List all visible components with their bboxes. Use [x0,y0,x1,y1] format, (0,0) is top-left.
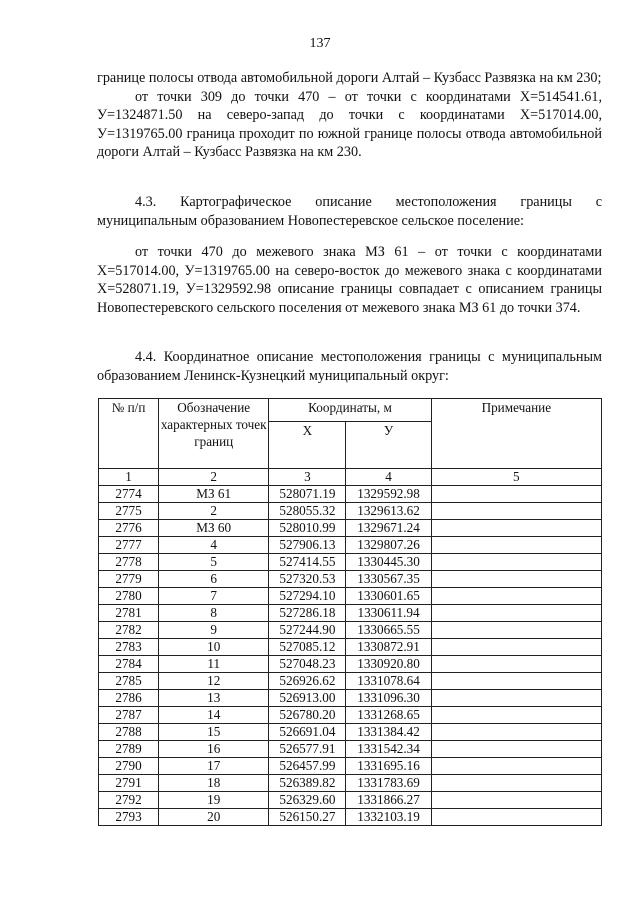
cell-note [431,571,601,588]
table-row [99,775,602,792]
cell-x: 526577.91 [269,741,346,758]
cell-designation: МЗ 61 [159,486,269,503]
table-row [99,503,602,520]
cell-x: 526691.04 [269,724,346,741]
cell-x: 527085.12 [269,639,346,656]
cell-x: 528071.19 [269,486,346,503]
cell-num: 2783 [99,639,159,656]
page-number: 137 [309,36,331,51]
cell-designation: 13 [159,690,269,707]
cell-x: 527906.13 [269,537,346,554]
header-num: № п/п [99,399,159,469]
cell-y: 1331783.69 [346,775,431,792]
cell-designation: 2 [159,503,269,520]
cell-note [431,656,601,673]
cell-num: 2784 [99,656,159,673]
cell-y: 1331866.27 [346,792,431,809]
cell-y: 1331268.65 [346,707,431,724]
table-row [99,673,602,690]
cell-designation: 12 [159,673,269,690]
cell-designation: 4 [159,537,269,554]
cell-x: 526150.27 [269,809,346,826]
cell-designation: 8 [159,605,269,622]
text-block-continuation [97,69,602,162]
cell-designation: 5 [159,554,269,571]
cell-y: 1330445.30 [346,554,431,571]
table-row [99,588,602,605]
table-row [99,656,602,673]
cell-num: 2793 [99,809,159,826]
cell-note [431,707,601,724]
text-block-section-4-3 [97,193,602,230]
cell-designation: 10 [159,639,269,656]
cell-num: 2787 [99,707,159,724]
table-row [99,809,602,826]
cell-x: 527320.53 [269,571,346,588]
table-row [99,622,602,639]
cell-num: 2781 [99,605,159,622]
cell-x: 526329.60 [269,792,346,809]
cell-designation: 15 [159,724,269,741]
cell-num: 2780 [99,588,159,605]
header-y: У [346,422,431,469]
table-row [99,605,602,622]
cell-y: 1331384.42 [346,724,431,741]
cell-y: 1331542.34 [346,741,431,758]
cell-x: 526926.62 [269,673,346,690]
cell-y: 1330665.55 [346,622,431,639]
cell-designation: 7 [159,588,269,605]
table-row [99,554,602,571]
cell-note [431,673,601,690]
section-heading-4-3: 4.3. Картографическое описание местоположения границы с муниципальным образованием Новопестеревское сельское поселение: [97,194,602,229]
cell-note [431,639,601,656]
cell-note [431,537,601,554]
cell-y: 1329671.24 [346,520,431,537]
header-x: X [269,422,346,469]
cell-note [431,724,601,741]
cell-num: 2776 [99,520,159,537]
cell-num: 2790 [99,758,159,775]
cell-num: 2774 [99,486,159,503]
cell-y: 1330920.80 [346,656,431,673]
cell-y: 1330872.91 [346,639,431,656]
cell-x: 526780.20 [269,707,346,724]
table-row [99,792,602,809]
cell-x: 527414.55 [269,554,346,571]
table-row [99,486,602,503]
text-block-points-470-mz61 [97,243,602,317]
cell-y: 1331096.30 [346,690,431,707]
cell-num: 2782 [99,622,159,639]
cell-num: 2792 [99,792,159,809]
index-cell: 4 [346,469,431,486]
cell-note [431,775,601,792]
cell-num: 2791 [99,775,159,792]
cell-y: 1330601.65 [346,588,431,605]
paragraph-points-309-470: от точки 309 до точки 470 – от точки с координатами X=514541.61, У=1324871.50 на северо-запад до точки с координатами X=517014.00, У=1319765.00 граница проходит по южной границе полосы отвода автомобильной дороги Алтай – Кузбасс Развязка на км 230. [97,88,602,161]
cell-y: 1329613.62 [346,503,431,520]
table-row [99,707,602,724]
cell-y: 1329807.26 [346,537,431,554]
cell-x: 527286.18 [269,605,346,622]
section-heading-4-4: 4.4. Координатное описание местоположения границы с муниципальным образованием Ленинск-Кузнецкий муниципальный округ: [97,349,602,384]
cell-x: 528055.32 [269,503,346,520]
cell-y: 1332103.19 [346,809,431,826]
cell-num: 2785 [99,673,159,690]
header-coords: Координаты, м [269,399,431,422]
coordinates-table [98,398,602,826]
table-row [99,690,602,707]
cell-y: 1331695.16 [346,758,431,775]
cell-note [431,758,601,775]
cell-y: 1330567.35 [346,571,431,588]
table-row [99,741,602,758]
cell-note [431,690,601,707]
cell-note [431,588,601,605]
cell-designation: 18 [159,775,269,792]
cell-num: 2775 [99,503,159,520]
table-index-row [99,469,602,486]
cell-num: 2777 [99,537,159,554]
cell-num: 2789 [99,741,159,758]
cell-designation: 19 [159,792,269,809]
cell-y: 1331078.64 [346,673,431,690]
paragraph-points-470-mz61: от точки 470 до межевого знака МЗ 61 – от точки с координатами X=517014.00, У=1319765.00 на северо-восток до межевого знака с координатами X=528071.19, У=1329592.98 описание границы совпадает с описанием границы Новопестеревского сельского поселения от межевого знака МЗ 61 до точки 374. [97,244,602,316]
cell-designation: МЗ 60 [159,520,269,537]
cell-num: 2778 [99,554,159,571]
cell-note [431,605,601,622]
cell-note [431,622,601,639]
cell-num: 2779 [99,571,159,588]
table-row [99,724,602,741]
header-designation: Обозначение характерных точек границ [159,399,269,469]
paragraph-road-boundary: границе полосы отвода автомобильной дороги Алтай – Кузбасс Развязка на км 230; [97,70,602,86]
text-block-section-4-4 [97,348,602,385]
cell-designation: 14 [159,707,269,724]
cell-designation: 11 [159,656,269,673]
cell-designation: 6 [159,571,269,588]
table-row [99,758,602,775]
cell-x: 527244.90 [269,622,346,639]
cell-note [431,741,601,758]
cell-x: 526913.00 [269,690,346,707]
index-cell: 5 [431,469,601,486]
table-row [99,571,602,588]
cell-note [431,503,601,520]
index-cell: 1 [99,469,159,486]
cell-x: 526389.82 [269,775,346,792]
cell-note [431,554,601,571]
table-row [99,639,602,656]
cell-note [431,792,601,809]
cell-designation: 17 [159,758,269,775]
cell-designation: 20 [159,809,269,826]
table-row [99,520,602,537]
cell-x: 527048.23 [269,656,346,673]
cell-designation: 9 [159,622,269,639]
cell-x: 528010.99 [269,520,346,537]
cell-y: 1329592.98 [346,486,431,503]
cell-x: 526457.99 [269,758,346,775]
index-cell: 2 [159,469,269,486]
cell-num: 2788 [99,724,159,741]
cell-designation: 16 [159,741,269,758]
cell-note [431,486,601,503]
cell-num: 2786 [99,690,159,707]
cell-x: 527294.10 [269,588,346,605]
header-note: Примечание [431,399,601,469]
index-cell: 3 [269,469,346,486]
cell-y: 1330611.94 [346,605,431,622]
cell-note [431,520,601,537]
cell-note [431,809,601,826]
table-header-row [99,399,602,422]
table-row [99,537,602,554]
